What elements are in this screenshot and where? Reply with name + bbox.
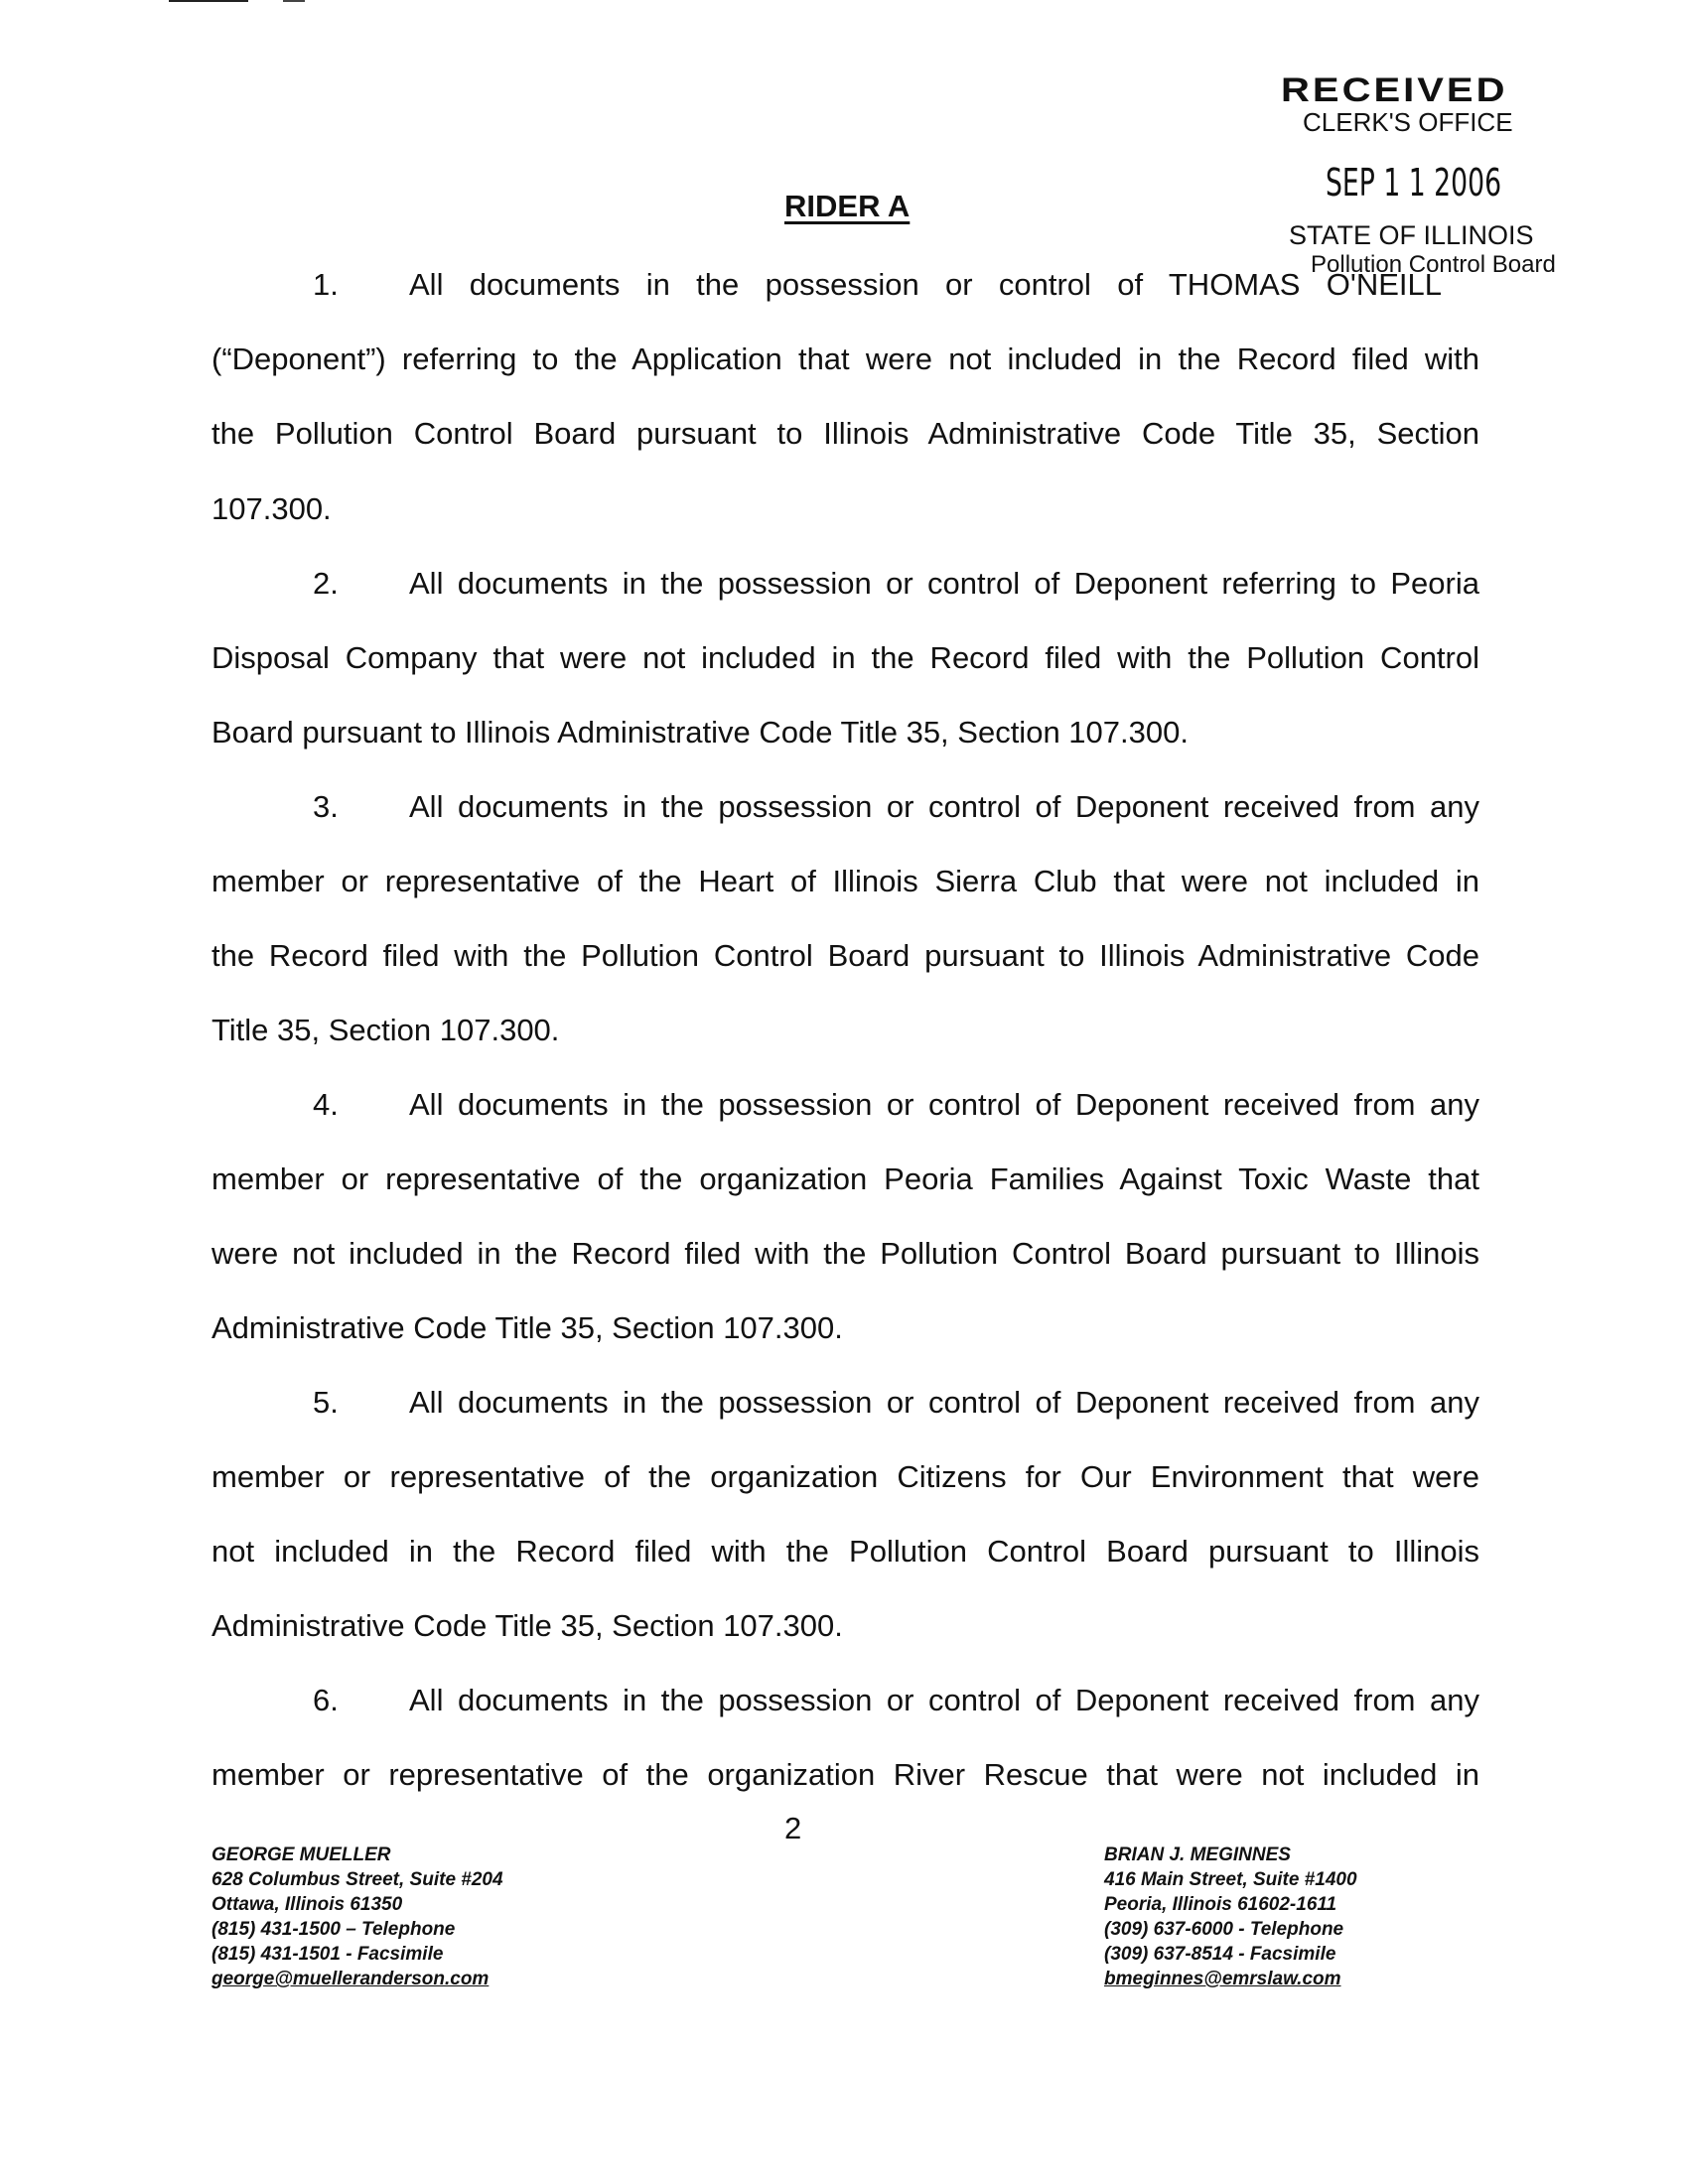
scan-artifact-line <box>283 0 305 2</box>
paragraph-line: Administrative Code Title 35, Section 107.300. <box>211 1310 843 1345</box>
facsimile: (309) 637-8514 - Facsimile <box>1104 1944 1336 1965</box>
footer-left-address <box>211 1843 503 1991</box>
email-link[interactable]: george@muelleranderson.com <box>211 1969 490 1989</box>
paragraph-line: All documents in the possession or control of Deponent received from any <box>409 1087 1479 1122</box>
stamp-board: Pollution Control Board <box>1311 251 1556 278</box>
paragraph-line: member or representative of the organization Peoria Families Against Toxic Waste that <box>211 1161 1479 1196</box>
document-title: RIDER A <box>784 189 911 223</box>
stamp-date: SEP 1 1 2006 <box>1326 161 1502 205</box>
attorney-name: BRIAN J. MEGINNES <box>1104 1844 1291 1865</box>
paragraph-line: 107.300. <box>211 491 332 526</box>
footer-right-address <box>1104 1843 1357 1991</box>
paragraph-number: 1. <box>313 267 339 302</box>
paragraph-line: the Record filed with the Pollution Control Board pursuant to Illinois Administrative Code <box>211 938 1479 973</box>
paragraph-line: member or representative of the organization Citizens for Our Environment that were <box>211 1459 1479 1494</box>
street-address: 416 Main Street, Suite #1400 <box>1104 1869 1357 1890</box>
paragraph-line: All documents in the possession or control of Deponent received from any <box>409 1683 1479 1717</box>
city-address: Peoria, Illinois 61602-1611 <box>1104 1894 1337 1915</box>
paragraph-line: the Pollution Control Board pursuant to Illinois Administrative Code Title 35, Section <box>211 416 1479 451</box>
paragraph-line: were not included in the Record filed with the Pollution Control Board pursuant to Illinois <box>211 1236 1479 1271</box>
stamp-state: STATE OF ILLINOIS <box>1289 220 1534 250</box>
paragraph-line: All documents in the possession or control of Deponent referring to Peoria <box>409 566 1479 601</box>
scan-artifact-line <box>169 0 248 2</box>
paragraph-line: All documents in the possession or control of THOMAS O'NEILL <box>409 267 1442 302</box>
paragraph-line: member or representative of the Heart of Illinois Sierra Club that were not included in <box>211 864 1479 898</box>
paragraph-line: Board pursuant to Illinois Administrative Code Title 35, Section 107.300. <box>211 715 1189 750</box>
stamp-clerks-office: CLERK'S OFFICE <box>1303 107 1513 137</box>
paragraph-line: Title 35, Section 107.300. <box>211 1013 560 1047</box>
paragraph-line: member or representative of the organization River Rescue that were not included in <box>211 1757 1479 1792</box>
email-link[interactable]: bmeginnes@emrslaw.com <box>1104 1969 1341 1989</box>
telephone: (309) 637-6000 - Telephone <box>1104 1919 1344 1940</box>
paragraph-line: (“Deponent”) referring to the Application that were not included in the Record filed with <box>211 341 1479 376</box>
paragraph-line: All documents in the possession or control of Deponent received from any <box>409 789 1479 824</box>
paragraph-line: Disposal Company that were not included in the Record filed with the Pollution Control <box>211 640 1479 675</box>
paragraph-line: not included in the Record filed with the Pollution Control Board pursuant to Illinois <box>211 1534 1479 1569</box>
paragraph-number: 3. <box>313 789 339 824</box>
paragraph-line: Administrative Code Title 35, Section 107.300. <box>211 1608 843 1643</box>
paragraph-line: All documents in the possession or control of Deponent received from any <box>409 1385 1479 1420</box>
facsimile: (815) 431-1501 - Facsimile <box>211 1944 444 1965</box>
paragraph-number: 2. <box>313 566 339 601</box>
street-address: 628 Columbus Street, Suite #204 <box>211 1869 503 1890</box>
city-address: Ottawa, Illinois 61350 <box>211 1894 403 1915</box>
telephone: (815) 431-1500 – Telephone <box>211 1919 456 1940</box>
attorney-name: GEORGE MUELLER <box>211 1844 391 1865</box>
page-number: 2 <box>784 1811 802 1845</box>
paragraph-number: 4. <box>313 1087 339 1122</box>
stamp-received: RECEIVED <box>1281 71 1508 109</box>
paragraph-number: 5. <box>313 1385 339 1420</box>
paragraph-number: 6. <box>313 1683 339 1717</box>
